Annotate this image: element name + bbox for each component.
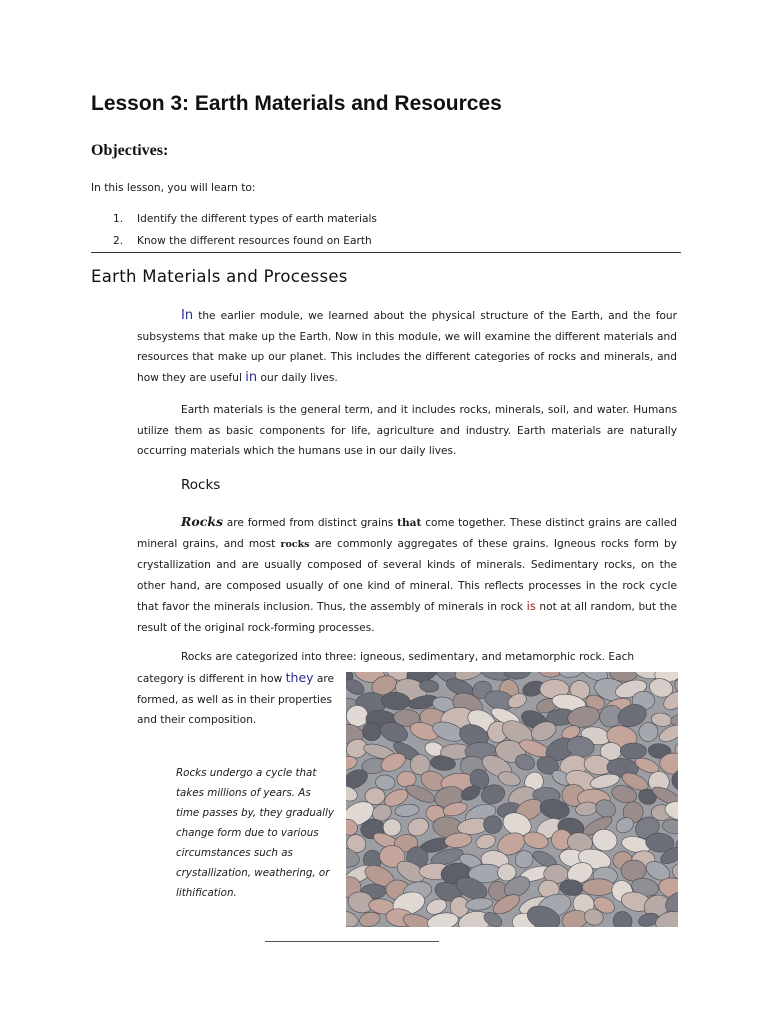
paragraph-earth-materials	[137, 400, 677, 462]
paragraph-lead: In	[181, 308, 194, 323]
paragraph-text: are formed, as well as in their properties and their composition.	[137, 673, 335, 726]
list-number: 2.	[113, 235, 124, 247]
paragraph-intro	[137, 306, 677, 388]
paragraph-categories-first-line	[137, 647, 677, 668]
pebble	[611, 909, 635, 927]
paragraph-text: not at all random, but the result of the original rock-forming processes.	[137, 601, 677, 634]
paragraph-lead: Rocks	[181, 514, 224, 529]
paragraph-text: come together. These distinct grains are called mineral grains, and most	[137, 517, 677, 550]
paragraph-text: Rocks are categorized into three: igneous, sedimentary, and metamorphic rock. Each	[181, 651, 635, 663]
pebble	[661, 818, 678, 835]
paragraph-word: that	[397, 517, 422, 529]
list-number: 1.	[113, 213, 124, 225]
pebbles-photo	[346, 672, 678, 927]
footnote-divider	[265, 941, 439, 942]
pebble	[465, 897, 494, 912]
paragraph-text: category is different in how	[137, 673, 286, 685]
paragraph-categories-rest	[137, 668, 337, 731]
pebble	[558, 672, 584, 679]
rock-cycle-caption: Rocks undergo a cycle that takes millions of years. As time passes by, they gradually change form due to various circumstances such as crystallization, weathering, or lithification.	[176, 767, 334, 899]
objectives-intro: In this lesson, you will learn to:	[91, 182, 256, 194]
paragraph-rocks	[137, 512, 677, 638]
paragraph-word: rocks	[280, 538, 310, 550]
paragraph-word: is	[526, 599, 536, 613]
pebble	[394, 803, 419, 818]
paragraph-word: in	[245, 369, 258, 385]
paragraph-text: are commonly aggregates of these grains. Igneous rocks form by crystallization and are usually composed of several kinds of minerals. Sedimentary rocks, on the other hand, are composed usually of one kind of mineral. This reflects processes in the rock cycle that favor the minerals inclusion. Thus, the assembly of minerals in rock	[137, 537, 677, 613]
list-text: Know the different resources found on Earth	[137, 235, 372, 247]
list-text: Identify the different types of earth materials	[137, 213, 377, 225]
pebble	[536, 672, 562, 679]
paragraph-text: are formed from distinct grains	[223, 517, 398, 529]
paragraph-text: the earlier module, we learned about the physical structure of the Earth, and the four subsystems that make up the Earth. Now in this module, we will examine the different materials and resources that make up our planet. This includes the different categories of rocks and minerals, and how they are useful	[137, 310, 677, 384]
paragraph-word: they	[285, 670, 314, 685]
paragraph-text: Earth materials is the general term, and it includes rocks, minerals, soil, and water. Humans utilize them as basic components for life, agriculture and industry. Earth materials are naturally occurring materials which the humans use in our daily lives.	[137, 404, 677, 457]
rocks-heading: Rocks	[181, 477, 221, 493]
pebbles-image	[346, 672, 678, 927]
pebble	[620, 743, 646, 759]
list-item	[113, 230, 377, 252]
section-divider	[91, 252, 681, 253]
paragraph-text: our daily lives.	[257, 371, 338, 384]
pebble	[474, 832, 497, 851]
section-heading: Earth Materials and Processes	[91, 267, 348, 286]
objectives-list	[113, 208, 377, 252]
page-title: Lesson 3: Earth Materials and Resources	[91, 92, 502, 115]
pebble	[582, 879, 615, 896]
objectives-heading: Objectives:	[91, 142, 169, 159]
pebble	[383, 819, 401, 837]
list-item	[113, 208, 377, 230]
